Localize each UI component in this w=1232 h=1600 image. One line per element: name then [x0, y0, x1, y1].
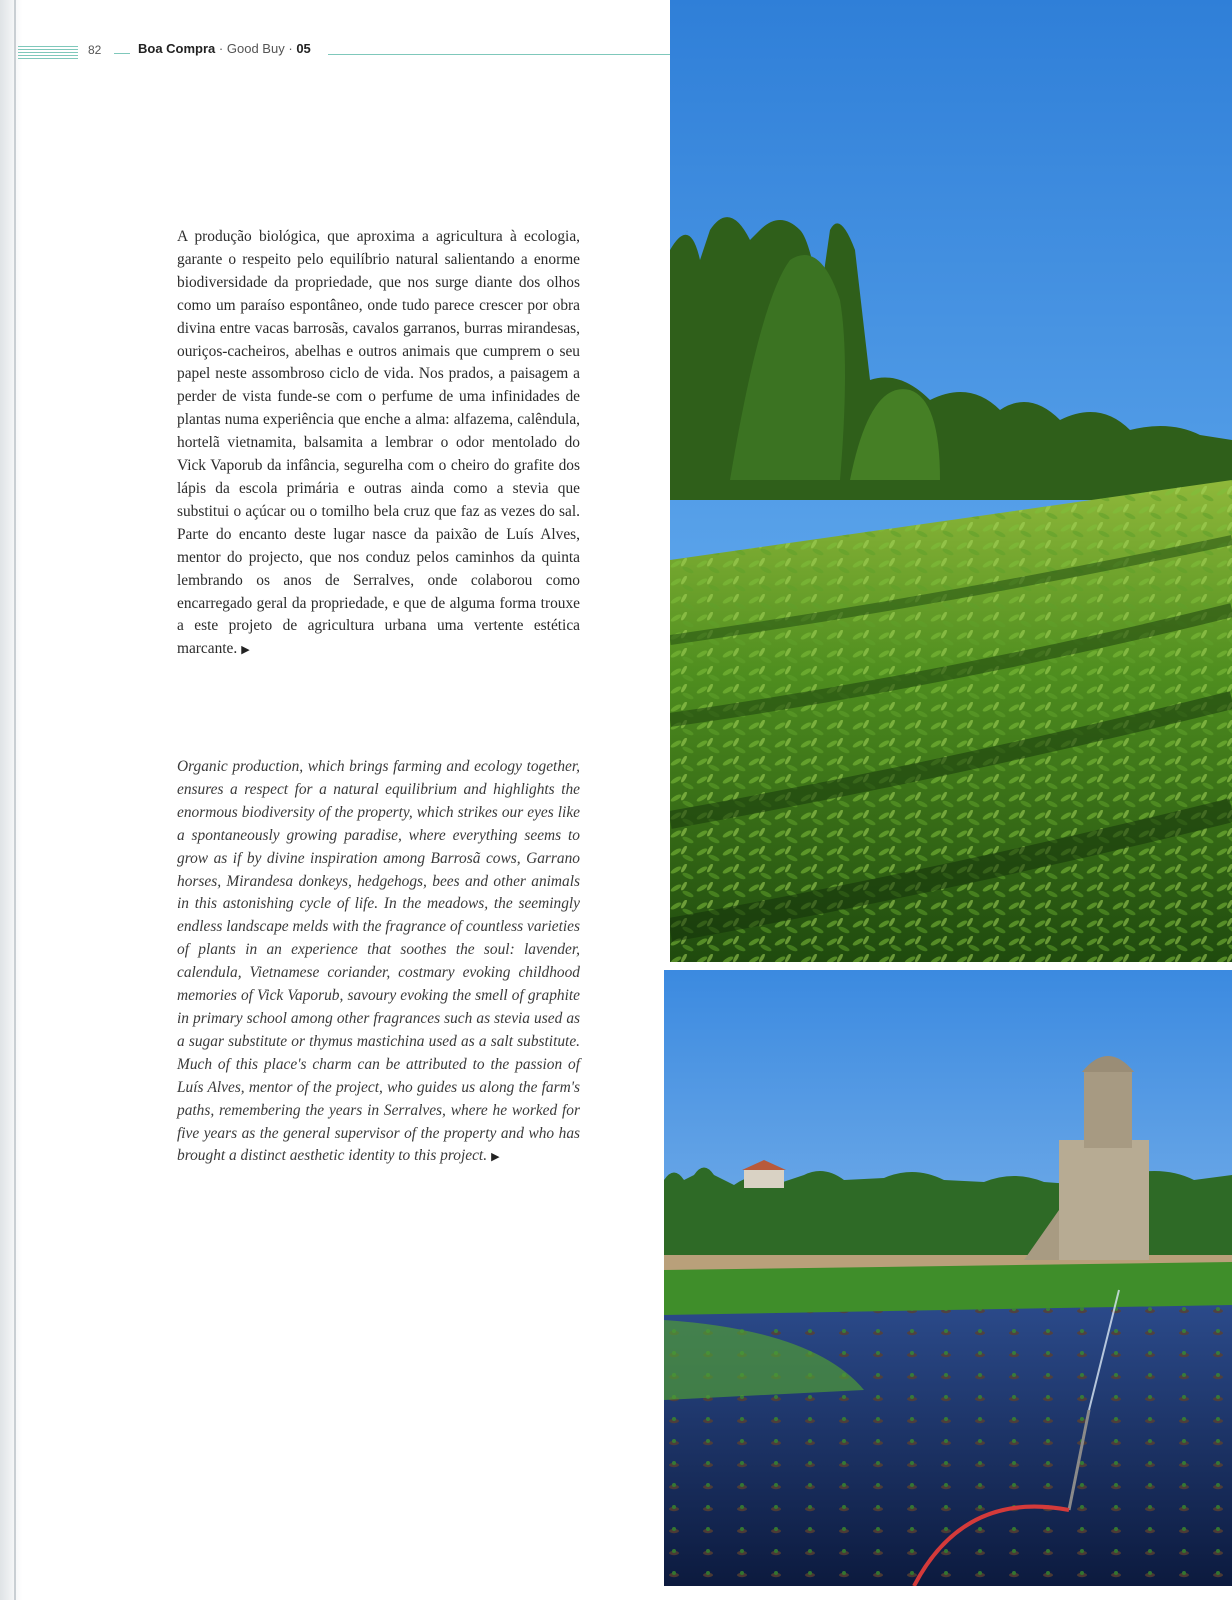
body-text-portuguese	[177, 226, 580, 662]
header-separator-2: ·	[288, 41, 293, 56]
paragraph-en	[177, 756, 580, 1169]
page-spine-shade	[0, 0, 22, 1600]
header-stripes-icon	[18, 46, 78, 60]
issue-number: 05	[296, 41, 311, 56]
paragraph-pt	[177, 226, 580, 662]
page-number: 82	[88, 43, 102, 57]
header-separator-1: ·	[218, 41, 224, 56]
triangle-right-icon: ▶	[491, 1151, 500, 1164]
paragraph-en-text: Organic production, which brings farming and ecology together, ensures a respect for a natural equilibrium and highlights the enormous biodiversity of the property, which strikes our eyes like a spontaneously growing paradise, where everything seems to grow as if by divine inspiration among Barrosã cows, Garrano horses, Mirandesa donkeys, hedgehogs, bees and other animals in this astonishing cycle of life. In the meadows, the seemingly endless landscape melds with the fragrance of countless varieties of plants in an experience that soothes the soul: lavender, calendula, Vietnamese coriander, costmary evoking childhood memories of Vick Vaporub, savoury evoking the smell of graphite in primary school among other fragrances such as stevia used as a sugar substitute or thymus mastichina used as a salt substitute. Much of this place's charm can be attributed to the passion of Luís Alves, mentor of the project, who guides us along the farm's paths, remembering the years in Serralves, where he worked for five years as the general supervisor of the property and who has brought a distinct aesthetic identity to this project.	[177, 758, 580, 1165]
section-subtitle: Good Buy	[226, 41, 285, 56]
header-title	[138, 41, 311, 56]
header-dash	[114, 53, 130, 54]
triangle-right-icon: ▶	[241, 644, 250, 657]
paragraph-pt-text: A produção biológica, que aproxima a agricultura à ecologia, garante o respeito pelo equilíbrio natural salientando a enorme biodiversidade da propriedade, que nos surge diante dos olhos como um paraíso espontâneo, onde tudo parece crescer por obra divina entre vacas barrosãs, cavalos garranos, burras mirandesas, ouriços-cacheiros, abelhas e outros animais que cumprem o seu papel neste assombroso ciclo de vida. Nos prados, a paisagem a perder de vista funde-se com o perfume de uma infinidades de plantas numa experiência que enche a alma: alfazema, calêndula, hortelã vietnamita, balsamita a lembrar o odor mentolado do Vick Vaporub da infância, segurelha com o cheiro do grafite dos lápis da escola primária e outras ainda como a stevia que substitui o açúcar ou o tomilho bela cruz que faz as vezes do sal. Parte do encanto deste lugar nasce da paixão de Luís Alves, mentor do projecto, que nos conduz pelos caminhos da quinta lembrando os anos de Serralves, onde colaborou como encarregado geral da propriedade, e que de alguma forma trouxe a este projeto de agricultura urbana uma vertente estética marcante.	[177, 228, 580, 658]
section-name: Boa Compra	[138, 41, 216, 56]
photo-herb-field	[670, 0, 1232, 962]
body-text-english	[177, 756, 580, 1169]
photo-tower-field	[664, 970, 1232, 1586]
page-spine-line	[14, 0, 16, 1600]
